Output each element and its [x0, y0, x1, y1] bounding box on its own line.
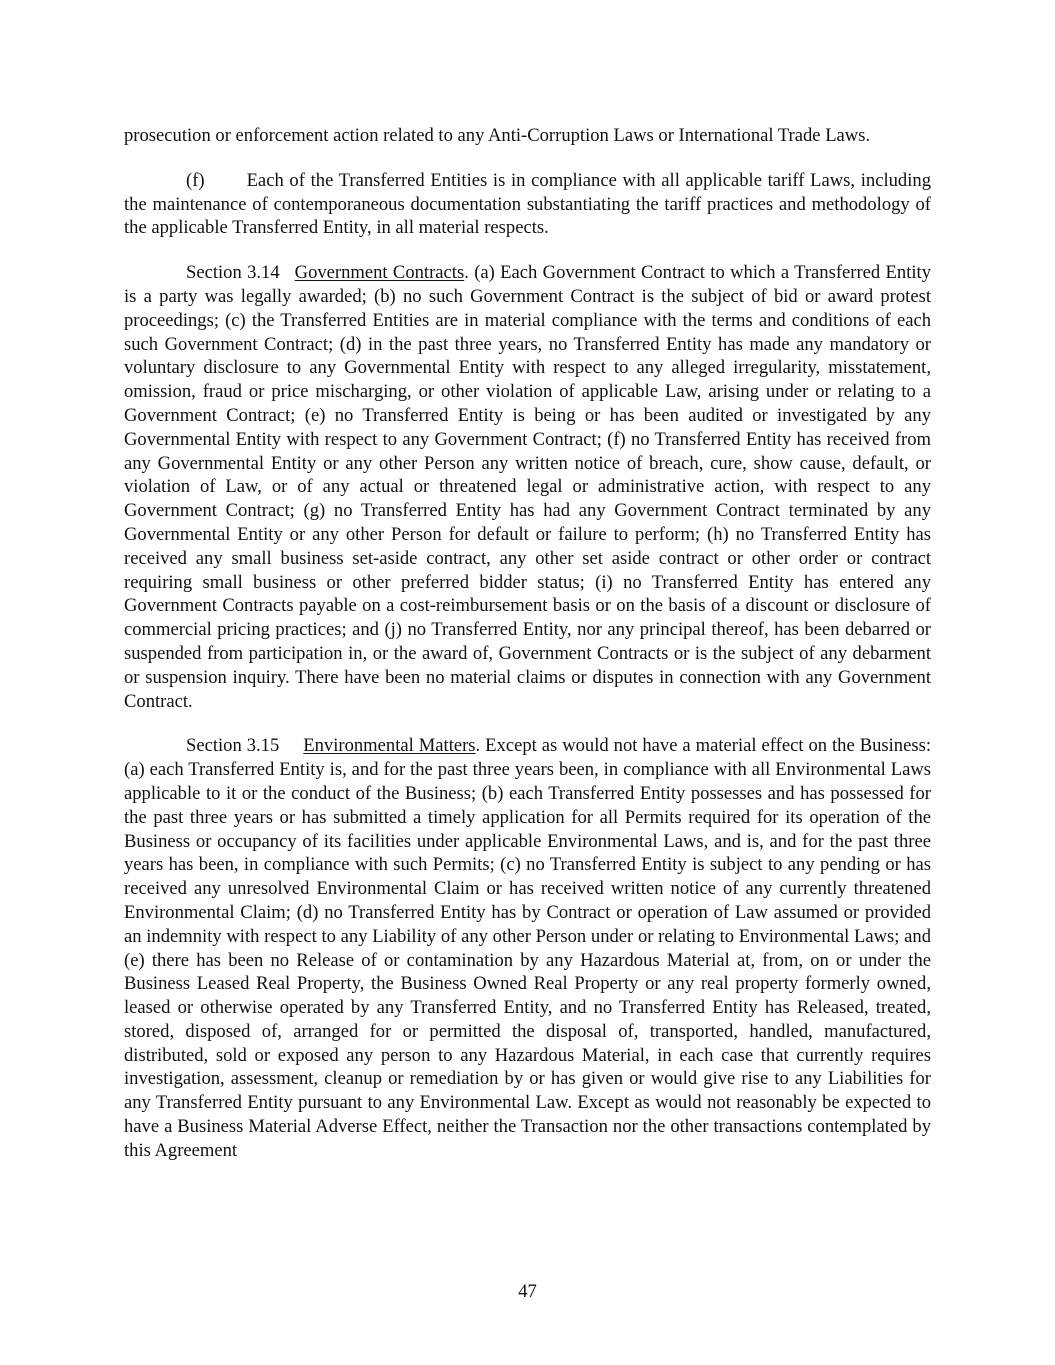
paragraph-continuation-text: prosecution or enforcement action related to any Anti-Corruption Laws or International Trade Laws.	[124, 125, 871, 146]
section-3-14-heading: Government Contracts	[294, 262, 465, 284]
paragraph-f-label: (f)	[186, 169, 205, 191]
document-body	[124, 124, 931, 1184]
section-3-15-text: . Except as would not have a material effect on the Business: (a) each Transferred Entity is, and for the past three years been, in compliance with all Environmental Laws applicable to it or the conduct of the Business; (b) each Transferred Entity possesses and has possessed for the past three years or has submitted a timely application for all Permits required for its operation of the Business or occupancy of its facilities under applicable Environmental Laws, and is, and for the past three years has been, in compliance with such Permits; (c) no Transferred Entity is subject to any pending or has received any unresolved Environmental Claim or has received written notice of any currently threatened Environmental Claim; (d) no Transferred Entity has by Contract or operation of Law assumed or provided an indemnity with respect to any Liability of any other Person under or relating to Environmental Laws; and (e) there has been no Release of or contamination by any Hazardous Material at, from, on or under the Business Leased Real Property, the Business Owned Real Property or any real property formerly owned, leased or otherwise operated by any Transferred Entity, and no Transferred Entity has Released, treated, stored, disposed of, arranged for or permitted the disposal of, transported, handled, manufactured, distributed, sold or exposed any person to any Hazardous Material, in each case that currently requires investigation, assessment, cleanup or remediation by or has given or would give rise to any Liabilities for any Transferred Entity pursuant to any Environmental Law. Except as would not reasonably be expected to have a Business Material Adverse Effect, neither the Transaction nor the other transactions contemplated by this Agreement	[124, 735, 931, 1161]
page-number: 47	[518, 1281, 537, 1302]
section-3-14-text: . (a) Each Government Contract to which a Transferred Entity is a party was legally awarded; (b) no such Government Contract is the subject of bid or award protest proceedings; (c) the Transferred Entities are in material compliance with the terms and conditions of each such Government Contract; (d) in the past three years, no Transferred Entity has made any mandatory or voluntary disclosure to any Governmental Entity with respect to any alleged irregularity, misstatement, omission, fraud or price mischarging, or other violation of applicable Law, arising under or relating to a Government Contract; (e) no Transferred Entity is being or has been audited or investigated by any Governmental Entity with respect to any Government Contract; (f) no Transferred Entity has received from any Governmental Entity or any other Person any written notice of breach, cure, show cause, default, or violation of Law, or of any actual or threatened legal or administrative action, with respect to any Government Contract; (g) no Transferred Entity has had any Government Contract terminated by any Governmental Entity or any other Person for default or failure to perform; (h) no Transferred Entity has received any small business set-aside contract, any other set aside contract or other order or contract requiring small business or other preferred bidder status; (i) no Transferred Entity has entered any Government Contracts payable on a cost-reimbursement basis or on the basis of a discount or disclosure of commercial pricing practices; and (j) no Transferred Entity, nor any principal thereof, has been debarred or suspended from participation in, or the award of, Government Contracts or is the subject of any debarment or suspension inquiry. There have been no material claims or disputes in connection with any Government Contract.	[124, 262, 931, 712]
section-3-15-number: Section 3.15	[186, 735, 280, 757]
paragraph-f	[124, 169, 931, 240]
paragraph-continuation	[124, 124, 931, 148]
section-3-14-number: Section 3.14	[186, 262, 280, 284]
section-3-15-heading: Environmental Matters	[303, 735, 476, 757]
section-3-14	[124, 261, 931, 713]
section-3-15	[124, 734, 931, 1162]
paragraph-f-text: Each of the Transferred Entities is in compliance with all applicable tariff Laws, including the maintenance of contemporaneous documentation substantiating the tariff practices and methodology of the applicable Transferred Entity, in all material respects.	[124, 169, 931, 239]
